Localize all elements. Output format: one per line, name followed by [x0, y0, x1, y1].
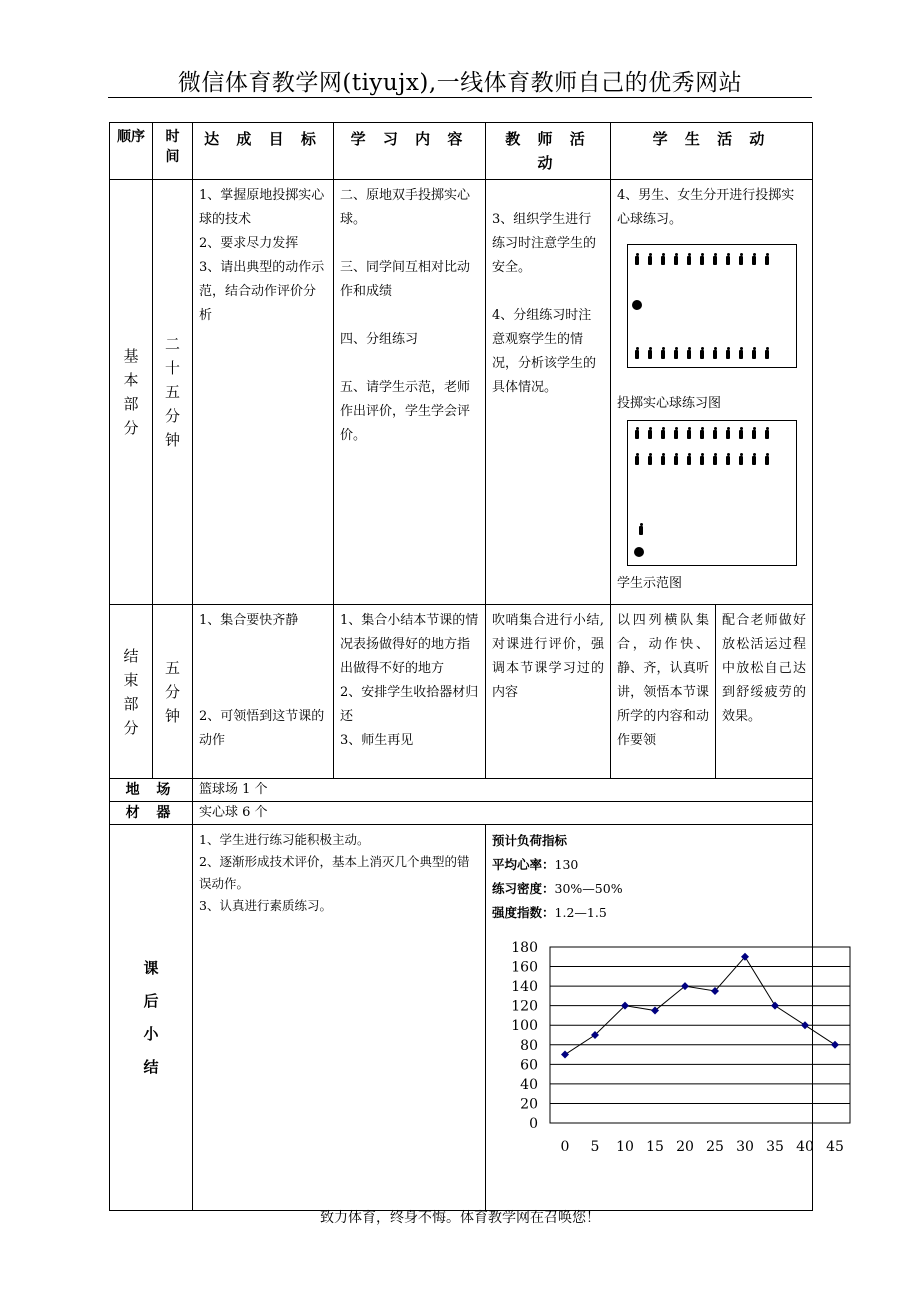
data-point [771, 1002, 779, 1010]
equipment-label: 材 器 [110, 802, 193, 825]
y-tick-label: 160 [511, 959, 538, 976]
intensity-line: 强度指数：1.2—1.5 [492, 905, 607, 920]
load-title: 预计负荷指标 [492, 833, 568, 848]
basic-goal-3: 3、请出典型的动作示范，结合动作评价分析 [199, 260, 325, 323]
y-tick-label: 80 [520, 1037, 538, 1054]
data-point [801, 1021, 809, 1029]
ending-section-row [110, 605, 813, 779]
ending-goal-2: 2、可领悟到这节课的动作 [199, 709, 325, 748]
basic-student-cell [611, 180, 813, 605]
person-icon [738, 347, 744, 359]
person-icon [699, 453, 705, 465]
summary-item-2: 2、逐渐形成技术评价，基本上消灭几个典型的错误动作。 [199, 854, 470, 891]
person-icon [712, 347, 718, 359]
formation-row-bottom [634, 347, 770, 359]
header-student: 学 生 活 动 [611, 123, 813, 180]
formation-row-1 [634, 427, 770, 439]
y-tick-label: 60 [520, 1057, 538, 1074]
ending-content-2: 2、安排学生收拾器材归还 [340, 685, 479, 724]
basic-time-label: 二 十 五 分 钟 [153, 180, 193, 605]
ending-content-cell [334, 605, 486, 779]
ending-time-label: 五 分 钟 [153, 605, 193, 779]
ending-student-cell-a [611, 605, 716, 779]
ball-icon [634, 547, 644, 557]
person-icon [686, 427, 692, 439]
ending-content-1: 1、集合小结本节课的情况表扬做得好的地方指出做得不好的地方 [340, 613, 479, 676]
basic-content-3: 四、分组练习 [340, 332, 419, 347]
ending-teacher-cell [486, 605, 611, 779]
person-icon [751, 253, 757, 265]
ending-goals-cell [193, 605, 334, 779]
x-tick-label: 25 [706, 1139, 724, 1155]
density-line: 练习密度：30%—50% [492, 881, 623, 896]
heart-rate-chart [486, 931, 866, 1181]
throw-practice-diagram [627, 244, 797, 368]
person-icon [751, 347, 757, 359]
basic-student-1: 4、男生、女生分开进行投掷实心球练习。 [617, 188, 795, 227]
basic-teacher-1: 3、组织学生进行练习时注意学生的安全。 [492, 212, 597, 275]
basic-content-1: 二、原地双手投掷实心球。 [340, 188, 471, 227]
person-icon [660, 427, 666, 439]
basic-section-row [110, 180, 813, 605]
person-icon [712, 253, 718, 265]
ending-content-3: 3、师生再见 [340, 733, 414, 748]
summary-item-1: 1、学生进行练习能积极主动。 [199, 832, 370, 847]
basic-content-4: 五、请学生示范，老师作出评价，学生学会评价。 [340, 380, 471, 443]
y-tick-label: 40 [520, 1076, 538, 1093]
page-header-title: 微信体育教学网(tiyujx),一线体育教师自己的优秀网站 [177, 70, 743, 96]
ending-teacher-1: 吹哨集合进行小结,对课进行评价，强调本节课学习过的内容 [492, 613, 604, 700]
person-icon [738, 427, 744, 439]
venue-row [110, 779, 813, 802]
basic-goal-2: 2、要求尽力发挥 [199, 236, 299, 251]
person-icon [673, 453, 679, 465]
person-icon [647, 427, 653, 439]
person-icon [725, 427, 731, 439]
person-icon [634, 347, 640, 359]
person-icon [647, 347, 653, 359]
x-tick-label: 30 [736, 1139, 754, 1155]
header-divider [108, 97, 812, 98]
basic-goals-cell [193, 180, 334, 605]
y-tick-label: 180 [511, 940, 538, 956]
equipment-value: 实心球 6 个 [193, 802, 813, 825]
person-icon [725, 453, 731, 465]
ball-icon [632, 300, 642, 310]
person-icon [660, 453, 666, 465]
person-icon [634, 253, 640, 265]
y-tick-label: 120 [511, 998, 538, 1015]
basic-teacher-cell [486, 180, 611, 605]
basic-content-2: 三、同学间互相对比动作和成绩 [340, 260, 471, 299]
person-icon [764, 427, 770, 439]
person-icon [647, 453, 653, 465]
ending-student-cell-b [716, 605, 813, 779]
x-tick-label: 45 [826, 1139, 844, 1155]
person-icon [712, 427, 718, 439]
x-tick-label: 35 [766, 1139, 784, 1155]
ending-goal-1: 1、集合要快齐静 [199, 613, 299, 628]
x-tick-label: 40 [796, 1139, 814, 1155]
person-icon [738, 253, 744, 265]
person-icon [699, 427, 705, 439]
x-tick-label: 20 [676, 1139, 694, 1155]
table-header-row [110, 123, 813, 180]
venue-value: 篮球场 1 个 [193, 779, 813, 802]
ending-student-b: 配合老师做好放松活运过程中放松自己达到舒绥疲劳的效果。 [722, 613, 807, 724]
person-icon [725, 347, 731, 359]
heart-rate-line: 平均心率：130 [492, 857, 579, 872]
diagram1-caption: 投掷实心球练习图 [617, 396, 722, 411]
summary-items-cell [193, 825, 486, 1211]
diagram2-caption: 学生示范图 [617, 576, 683, 591]
person-icon [751, 453, 757, 465]
person-icon [764, 347, 770, 359]
summary-row [110, 825, 813, 1211]
data-point [831, 1041, 839, 1049]
header-goals: 达 成 目 标 [193, 123, 334, 180]
load-indicator-cell [486, 825, 844, 1211]
person-icon [660, 253, 666, 265]
person-icon [686, 347, 692, 359]
person-icon [634, 427, 640, 439]
header-content: 学 习 内 容 [334, 123, 486, 180]
basic-section-label: 基 本 部 分 [110, 180, 153, 605]
person-icon [634, 453, 640, 465]
summary-item-3: 3、认真进行素质练习。 [199, 898, 332, 913]
formation-row-top [634, 253, 770, 265]
y-tick-label: 100 [511, 1018, 538, 1035]
summary-label: 课 后 小 结 [110, 825, 193, 1211]
ending-section-label: 结 束 部 分 [110, 605, 153, 779]
person-icon [660, 347, 666, 359]
person-icon [673, 427, 679, 439]
person-icon [673, 253, 679, 265]
x-tick-label: 0 [560, 1139, 570, 1155]
person-icon [673, 347, 679, 359]
ending-student-a: 以四列横队集合，动作快、静、齐，认真听讲，领悟本节课所学的内容和动作要领 [617, 613, 709, 748]
header-teacher: 教 师 活 动 [486, 123, 611, 180]
person-icon [686, 453, 692, 465]
person-icon [751, 427, 757, 439]
formation-row-2 [634, 453, 770, 465]
basic-content-cell [334, 180, 486, 605]
lesson-plan-table [109, 122, 844, 1211]
basic-goal-1: 1、掌握原地投掷实心球的技术 [199, 188, 325, 227]
x-tick-label: 10 [616, 1139, 634, 1155]
person-icon [699, 347, 705, 359]
demo-student-icon [638, 523, 644, 535]
person-icon [738, 453, 744, 465]
x-tick-label: 15 [646, 1139, 664, 1155]
person-icon [699, 253, 705, 265]
demo-diagram [627, 420, 797, 566]
y-tick-label: 140 [511, 979, 538, 996]
y-tick-label: 0 [529, 1116, 538, 1132]
data-point [561, 1051, 569, 1059]
header-time: 时间 [153, 123, 193, 180]
person-icon [712, 453, 718, 465]
page-footer: 致力体育，终身不悔。体育教学网在召唤您！ [320, 1210, 600, 1226]
basic-teacher-2: 4、分组练习时注意观察学生的情况，分析该学生的具体情况。 [492, 308, 597, 395]
x-tick-label: 5 [590, 1139, 600, 1155]
equipment-row [110, 802, 813, 825]
person-icon [764, 453, 770, 465]
venue-label: 地 场 [110, 779, 193, 802]
person-icon [686, 253, 692, 265]
header-order: 顺序 [110, 123, 153, 180]
person-icon [725, 253, 731, 265]
person-icon [764, 253, 770, 265]
y-tick-label: 20 [520, 1096, 538, 1113]
person-icon [647, 253, 653, 265]
